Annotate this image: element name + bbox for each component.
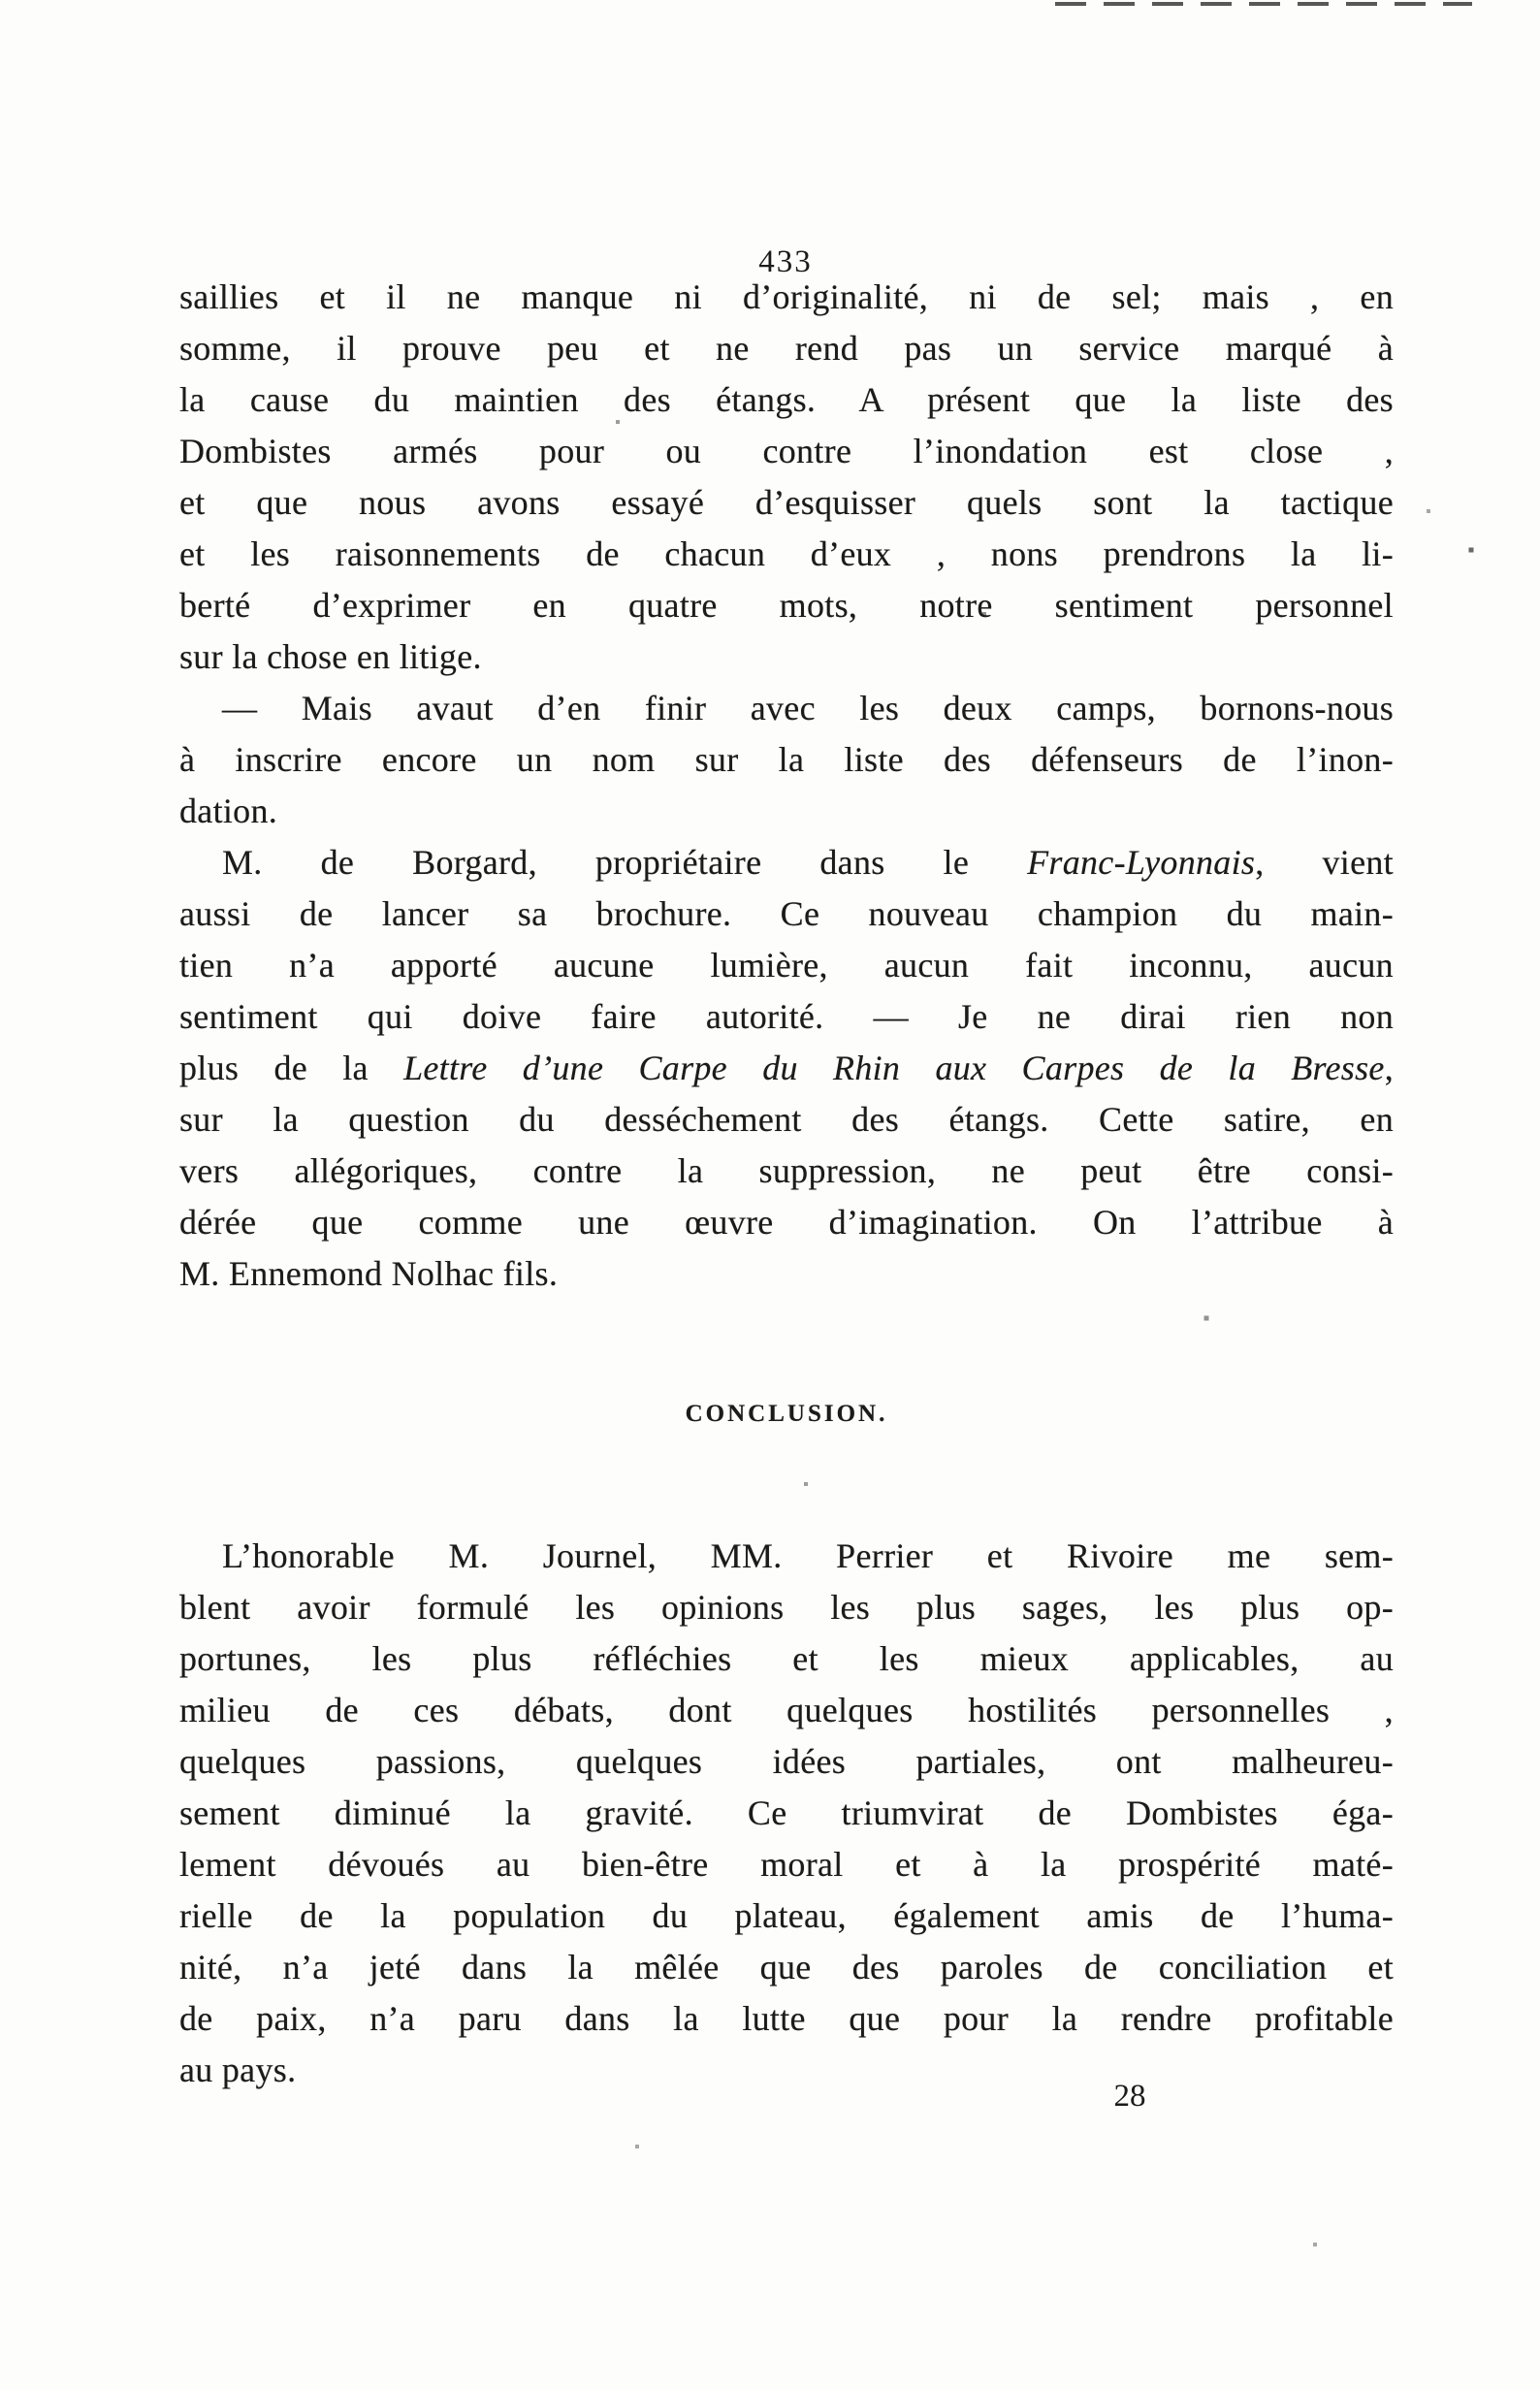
text-line (179, 1890, 1394, 1942)
text-segment: au pays. (179, 2051, 297, 2089)
text-line (179, 786, 1394, 837)
text-segment: vers allégoriques, contre la suppression, ne peut être consi- (179, 1151, 1394, 1190)
text-line (179, 837, 1394, 888)
text-line (179, 888, 1394, 940)
text-line (179, 1094, 1394, 1146)
text-segment: sement diminué la gravité. Ce triumvirat de Dombistes éga- (179, 1793, 1394, 1832)
text-line (179, 683, 1394, 734)
text-block (179, 272, 1394, 2096)
text-segment: rielle de la population du plateau, également amis de l’huma- (179, 1896, 1394, 1935)
text-line (179, 1685, 1394, 1736)
text-segment: quelques passions, quelques idées partiales, ont malheureu- (179, 1742, 1394, 1781)
text-segment: blent avoir formulé les opinions les plus sages, les plus op- (179, 1588, 1394, 1627)
text-line (179, 631, 1394, 683)
text-segment: — Mais avaut d’en finir avec les deux camps, bornons-nous (222, 689, 1394, 727)
text-line (179, 1993, 1394, 2045)
text-line (179, 323, 1394, 374)
text-segment: à inscrire encore un nom sur la liste des défenseurs de l’inon- (179, 740, 1394, 779)
text-line (179, 374, 1394, 426)
text-segment: dérée que comme une œuvre d’imagination. On l’attribue à (179, 1203, 1394, 1242)
text-line (179, 1942, 1394, 1993)
text-segment: Dombistes armés pour ou contre l’inondation est close , (179, 432, 1394, 470)
section-heading: CONCLUSION. (685, 1401, 888, 1427)
text-segment: dation. (179, 791, 278, 830)
text-line (179, 991, 1394, 1043)
text-line (179, 1043, 1394, 1094)
text-line (179, 1736, 1394, 1788)
page-number: 433 (758, 244, 813, 279)
text-line (179, 1839, 1394, 1890)
text-segment: de paix, n’a paru dans la lutte que pour la rendre profitable (179, 1999, 1394, 2038)
text-line (179, 529, 1394, 580)
text-line (179, 426, 1394, 477)
text-segment: lement dévoués au bien-être moral et à la prospérité maté- (179, 1845, 1394, 1884)
text-segment: , vient (1255, 843, 1394, 882)
text-segment: aussi de lancer sa brochure. Ce nouveau champion du main- (179, 894, 1394, 933)
text-line (179, 1531, 1394, 1582)
text-segment: portunes, les plus réfléchies et les mieux applicables, au (179, 1639, 1394, 1678)
text-segment: et les raisonnements de chacun d’eux , nons prendrons la li- (179, 534, 1394, 573)
text-segment: L’honorable M. Journel, MM. Perrier et Rivoire me sem- (222, 1536, 1394, 1575)
text-segment: M. de Borgard, propriétaire dans le (222, 843, 1028, 882)
text-line (179, 1197, 1394, 1248)
italic-text: Franc-Lyonnais (1027, 843, 1256, 882)
text-segment: la cause du maintien des étangs. A présent que la liste des (179, 380, 1394, 419)
italic-text: Lettre d’une Carpe du Rhin aux Carpes de la Bresse (403, 1049, 1385, 1087)
scan-speckles (0, 0, 2, 2)
text-segment: sentiment qui doive faire autorité. — Je ne dirai rien non (179, 997, 1394, 1036)
text-line (179, 1248, 1394, 1300)
text-line (179, 1788, 1394, 1839)
text-line (179, 1633, 1394, 1685)
text-line (179, 1146, 1394, 1197)
text-segment: saillies et il ne manque ni d’originalité, ni de sel; mais , en (179, 277, 1394, 316)
text-segment: berté d’exprimer en quatre mots, notre sentiment personnel (179, 586, 1394, 625)
scan-artifact-line (1055, 2, 1472, 6)
text-segment: et que nous avons essayé d’esquisser quels sont la tactique (179, 483, 1394, 522)
text-line (179, 940, 1394, 991)
text-segment: M. Ennemond Nolhac fils. (179, 1254, 559, 1293)
text-segment: tien n’a apporté aucune lumière, aucun fait inconnu, aucun (179, 946, 1394, 985)
text-line (179, 477, 1394, 529)
text-line (179, 2045, 1394, 2096)
text-segment: plus de la (179, 1049, 404, 1087)
text-line (179, 272, 1394, 323)
text-segment: somme, il prouve peu et ne rend pas un service marqué à (179, 329, 1394, 368)
text-segment: sur la question du desséchement des étangs. Cette satire, en (179, 1100, 1394, 1139)
text-segment: , (1384, 1049, 1394, 1087)
text-segment: nité, n’a jeté dans la mêlée que des paroles de conciliation et (179, 1948, 1394, 1986)
text-line (179, 1582, 1394, 1633)
text-line (179, 734, 1394, 786)
text-segment: sur la chose en litige. (179, 637, 482, 676)
signature-number: 28 (1113, 2079, 1146, 2114)
text-segment: milieu de ces débats, dont quelques hostilités personnelles , (179, 1691, 1394, 1729)
text-line (179, 580, 1394, 631)
